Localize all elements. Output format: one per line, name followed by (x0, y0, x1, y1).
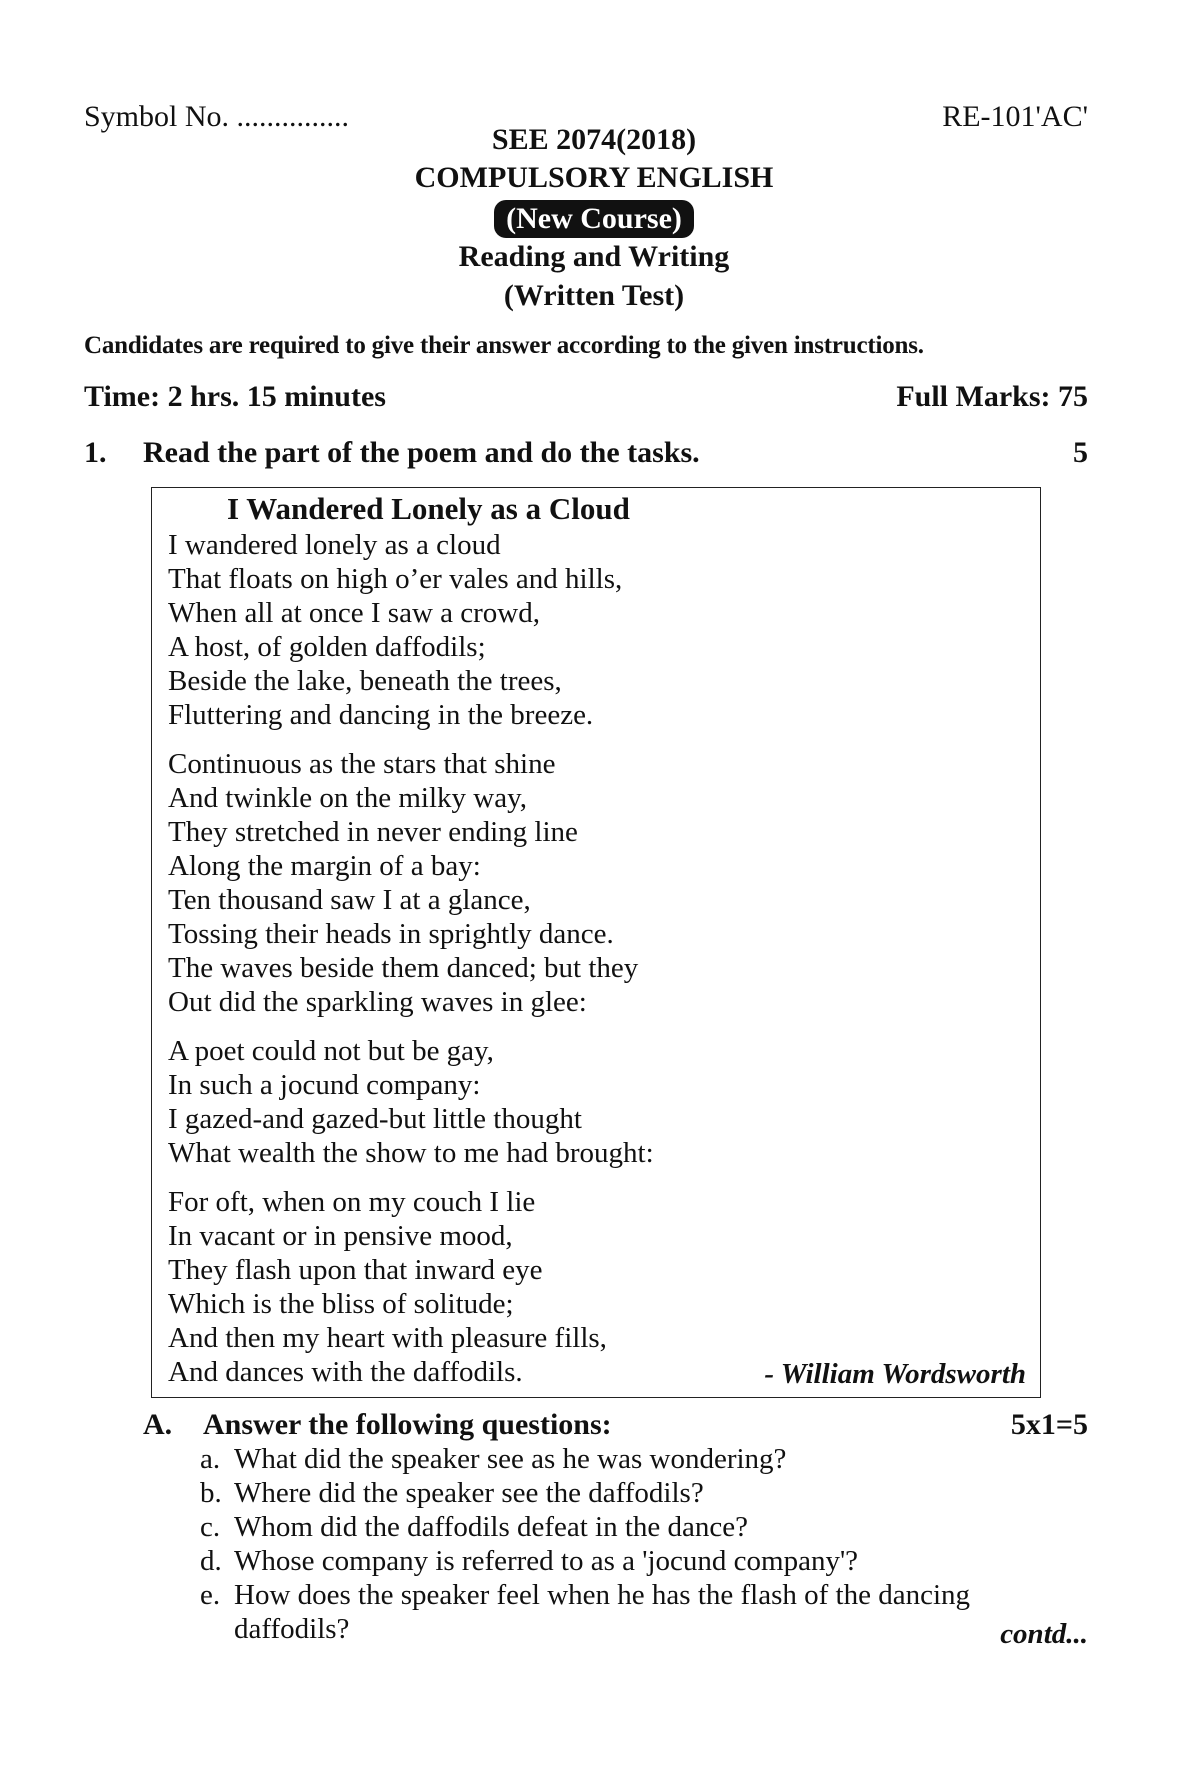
exam-title: SEE 2074(2018) (491, 123, 697, 156)
question-letter: c. (200, 1511, 221, 1543)
test-type: (Written Test) (503, 279, 685, 312)
poem-line: And then my heart with pleasure fills, (168, 1322, 607, 1354)
poem-line: And dances with the daffodils. (168, 1356, 523, 1388)
poem-line: A poet could not but be gay, (168, 1035, 494, 1067)
poem-line: Along the margin of a bay: (168, 850, 481, 882)
question-text: Read the part of the poem and do the tasks. (143, 436, 700, 469)
symbol-number: Symbol No. ............... (84, 100, 350, 133)
subject-title: COMPULSORY ENGLISH (414, 161, 774, 194)
continued-note: contd... (1000, 1618, 1088, 1650)
full-marks: Full Marks: 75 (896, 380, 1088, 413)
poem-line: The waves beside them danced; but they (168, 952, 639, 984)
section-a-label: A. (143, 1408, 173, 1441)
poem-line: And twinkle on the milky way, (168, 782, 527, 814)
poem-line: In vacant or in pensive mood, (168, 1220, 513, 1252)
section-a-heading: Answer the following questions: (203, 1408, 612, 1441)
question-letter: b. (200, 1477, 222, 1509)
question-body: Whom did the daffodils defeat in the dance? (234, 1511, 749, 1543)
poem-line: For oft, when on my couch I lie (168, 1186, 536, 1218)
question-letter: d. (200, 1545, 222, 1577)
poem-line: Out did the sparkling waves in glee: (168, 986, 587, 1018)
question-list (200, 1442, 1090, 1646)
question-letter: a. (200, 1443, 221, 1475)
poem-stanza (168, 747, 1028, 1019)
course-badge-row (0, 200, 1188, 238)
poem-line: Beside the lake, beneath the trees, (168, 665, 562, 697)
list-item (200, 1442, 1090, 1476)
course-badge: (New Course) (494, 200, 694, 238)
poem-line: I gazed-and gazed-but little thought (168, 1103, 582, 1135)
question-body: Whose company is referred to as a 'jocund company'? (234, 1545, 859, 1577)
poem-body (168, 528, 1028, 1404)
poem-line: Ten thousand saw I at a glance, (168, 884, 531, 916)
paper-code: RE-101'AC' (942, 100, 1088, 133)
poem-author: - William Wordsworth (764, 1358, 1026, 1390)
question-body: How does the speaker feel when he has the flash of the dancing daffodils? (234, 1579, 971, 1645)
poem-line: When all at once I saw a crowd, (168, 597, 541, 629)
list-item (200, 1510, 1090, 1544)
poem-line: Fluttering and dancing in the breeze. (168, 699, 594, 731)
poem-line: I wandered lonely as a cloud (168, 529, 501, 561)
question-body: What did the speaker see as he was wondering? (234, 1443, 787, 1475)
poem-box (151, 487, 1041, 1398)
question-number: 1. (84, 436, 107, 469)
question-letter: e. (200, 1579, 221, 1611)
poem-line: They stretched in never ending line (168, 816, 578, 848)
list-item (200, 1544, 1090, 1578)
poem-stanza (168, 528, 1028, 732)
poem-line: A host, of golden daffodils; (168, 631, 486, 663)
poem-line: That floats on high o’er vales and hills, (168, 563, 623, 595)
question-body: Where did the speaker see the daffodils? (234, 1477, 704, 1509)
list-item (200, 1578, 1090, 1646)
question-marks: 5 (1073, 436, 1088, 469)
poem-title: I Wandered Lonely as a Cloud (227, 491, 630, 526)
paper-title: Reading and Writing (458, 240, 730, 273)
poem-line: What wealth the show to me had brought: (168, 1137, 654, 1169)
poem-line: Which is the bliss of solitude; (168, 1288, 514, 1320)
poem-line: Tossing their heads in sprightly dance. (168, 918, 614, 950)
instructions: Candidates are required to give their answer according to the given instructions. (84, 332, 924, 359)
list-item (200, 1476, 1090, 1510)
poem-line: In such a jocund company: (168, 1069, 481, 1101)
poem-stanza (168, 1034, 1028, 1170)
time-allowed: Time: 2 hrs. 15 minutes (84, 380, 386, 413)
poem-line: Continuous as the stars that shine (168, 748, 556, 780)
poem-line: They flash upon that inward eye (168, 1254, 543, 1286)
section-a-marks: 5x1=5 (1010, 1408, 1088, 1441)
